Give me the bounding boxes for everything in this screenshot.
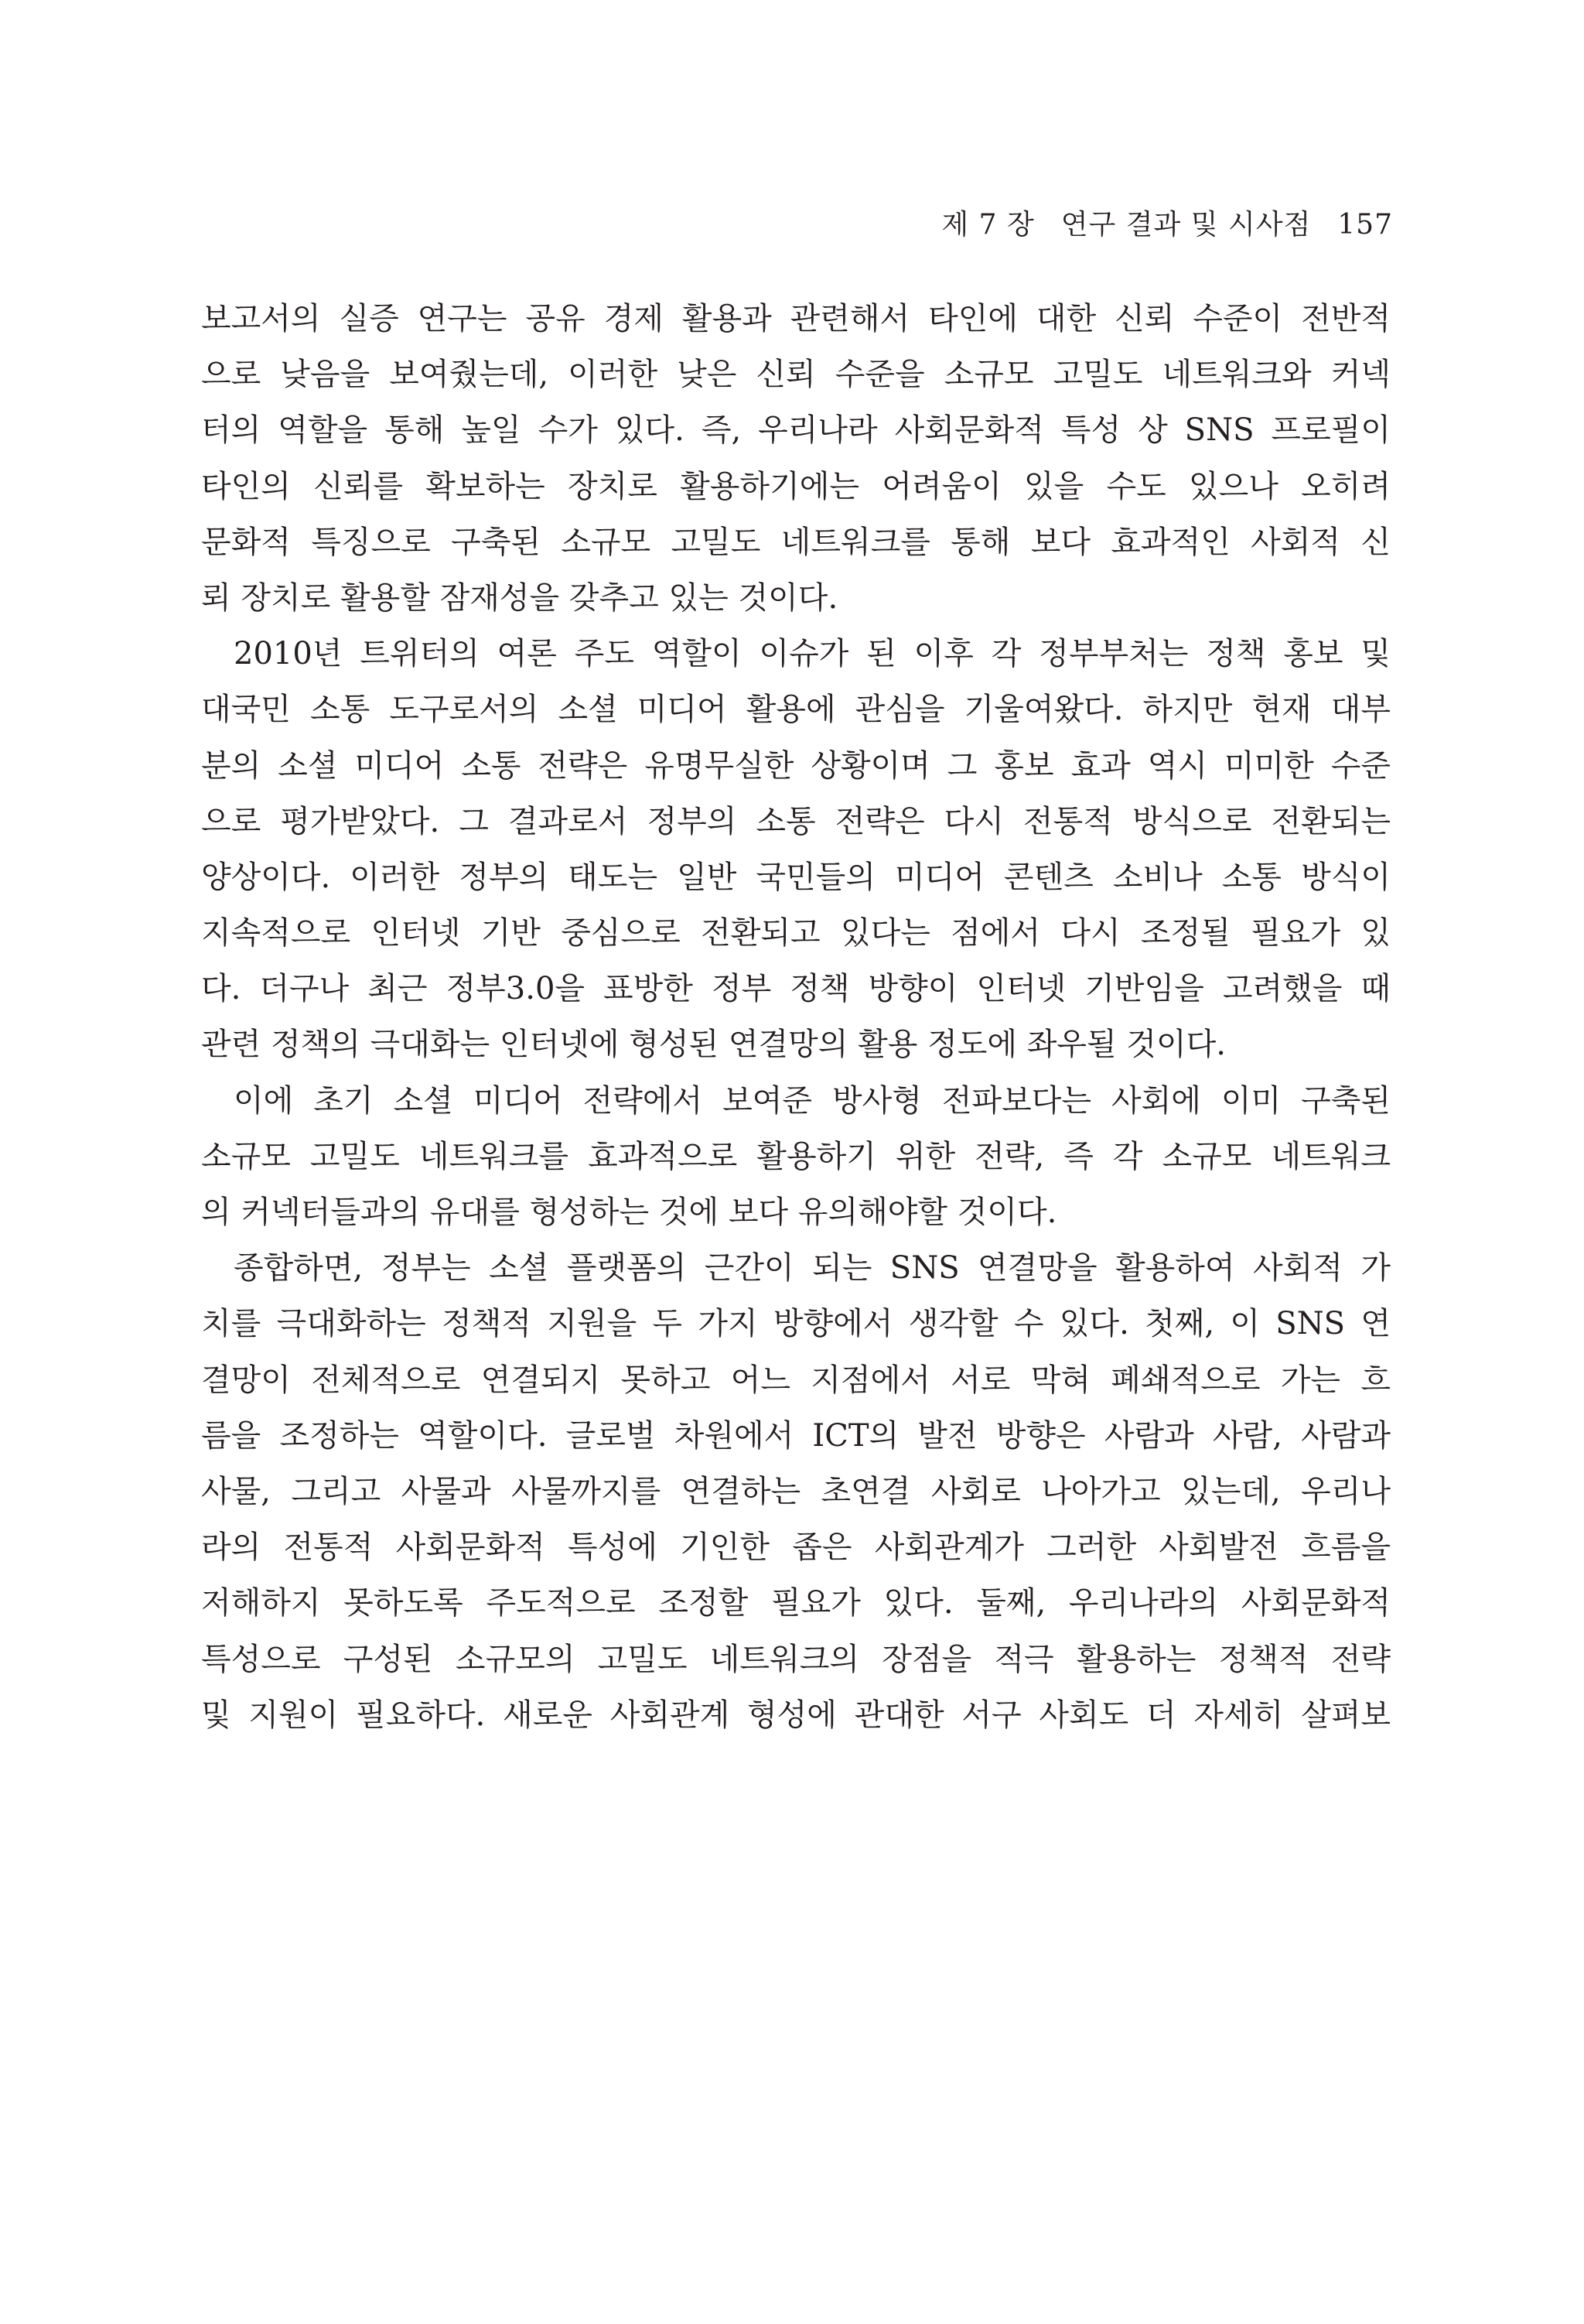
text-line: 및 지원이 필요하다. 새로운 사회관계 형성에 관대한 서구 사회도 더 자세히 살펴보 (201, 1697, 1391, 1733)
text-line: 름을 조정하는 역할이다. 글로벌 차원에서 ICT의 발전 방향은 사람과 사람, 사람과 (201, 1417, 1391, 1454)
chapter-label: 제 7 장 (941, 209, 1035, 241)
paragraph (201, 1240, 1391, 1743)
chapter-title: 연구 결과 및 시사점 (1060, 209, 1312, 241)
text-line: 2010년 트위터의 여론 주도 역할이 이슈가 된 이후 각 정부부처는 정책 홍보 및 (234, 636, 1391, 672)
text-line: 사물, 그리고 사물과 사물까지를 연결하는 초연결 사회로 나아가고 있는데, 우리나 (201, 1473, 1391, 1509)
text-line: 저해하지 못하도록 주도적으로 조정할 필요가 있다. 둘째, 우리나라의 사회문화적 (201, 1585, 1391, 1622)
text-line: 지속적으로 인터넷 기반 중심으로 전환되고 있다는 점에서 다시 조정될 필요가 있 (201, 915, 1391, 952)
text-line: 이에 초기 소셜 미디어 전략에서 보여준 방사형 전파보다는 사회에 이미 구축된 (234, 1082, 1391, 1119)
text-line: 소규모 고밀도 네트워크를 효과적으로 활용하기 위한 전략, 즉 각 소규모 네트워크 (201, 1138, 1391, 1174)
text-line: 다. 더구나 최근 정부3.0을 표방한 정부 정책 방향이 인터넷 기반임을 고려했을 때 (201, 971, 1391, 1007)
text-line: 대국민 소통 도구로서의 소셜 미디어 활용에 관심을 기울여왔다. 하지만 현재 대부 (201, 692, 1391, 728)
text-line: 양상이다. 이러한 정부의 태도는 일반 국민들의 미디어 콘텐츠 소비나 소통 방식이 (201, 859, 1391, 895)
text-line: 결망이 전체적으로 연결되지 못하고 어느 지점에서 서로 막혀 폐쇄적으로 가는 흐 (201, 1362, 1391, 1398)
text-line: 으로 평가받았다. 그 결과로서 정부의 소통 전략은 다시 전통적 방식으로 전환되는 (201, 803, 1391, 839)
body-text (201, 291, 1391, 1743)
text-line: 터의 역할을 통해 높일 수가 있다. 즉, 우리나라 사회문화적 특성 상 SNS 프로필이 (201, 412, 1391, 449)
text-line: 타인의 신뢰를 확보하는 장치로 활용하기에는 어려움이 있을 수도 있으나 오히려 (201, 468, 1391, 504)
text-line: 관련 정책의 극대화는 인터넷에 형성된 연결망의 활용 정도에 좌우될 것이다. (201, 1027, 1226, 1063)
page-number: 157 (1337, 209, 1393, 241)
text-line: 으로 낮음을 보여줬는데, 이러한 낮은 신뢰 수준을 소규모 고밀도 네트워크와 커넥 (201, 357, 1391, 393)
text-line: 뢰 장치로 활용할 잠재성을 갖추고 있는 것이다. (201, 579, 838, 616)
text-line: 종합하면, 정부는 소셜 플랫폼의 근간이 되는 SNS 연결망을 활용하여 사회적 가 (234, 1250, 1391, 1287)
paragraph (201, 626, 1391, 1073)
paragraph (201, 291, 1391, 626)
text-line: 특성으로 구성된 소규모의 고밀도 네트워크의 장점을 적극 활용하는 정책적 전략 (201, 1641, 1391, 1677)
text-line: 문화적 특징으로 구축된 소규모 고밀도 네트워크를 통해 보다 효과적인 사회적 신 (201, 524, 1391, 560)
text-line: 의 커넥터들과의 유대를 형성하는 것에 보다 유의해야할 것이다. (201, 1194, 1057, 1230)
running-header (941, 203, 1393, 242)
text-line: 치를 극대화하는 정책적 지원을 두 가지 방향에서 생각할 수 있다. 첫째, 이 SNS 연 (201, 1306, 1391, 1342)
text-line: 보고서의 실증 연구는 공유 경제 활용과 관련해서 타인에 대한 신뢰 수준이 전반적 (201, 301, 1391, 337)
text-line: 라의 전통적 사회문화적 특성에 기인한 좁은 사회관계가 그러한 사회발전 흐름을 (201, 1529, 1391, 1566)
text-line: 분의 소셜 미디어 소통 전략은 유명무실한 상황이며 그 홍보 효과 역시 미미한 수준 (201, 747, 1391, 784)
paragraph (201, 1073, 1391, 1241)
